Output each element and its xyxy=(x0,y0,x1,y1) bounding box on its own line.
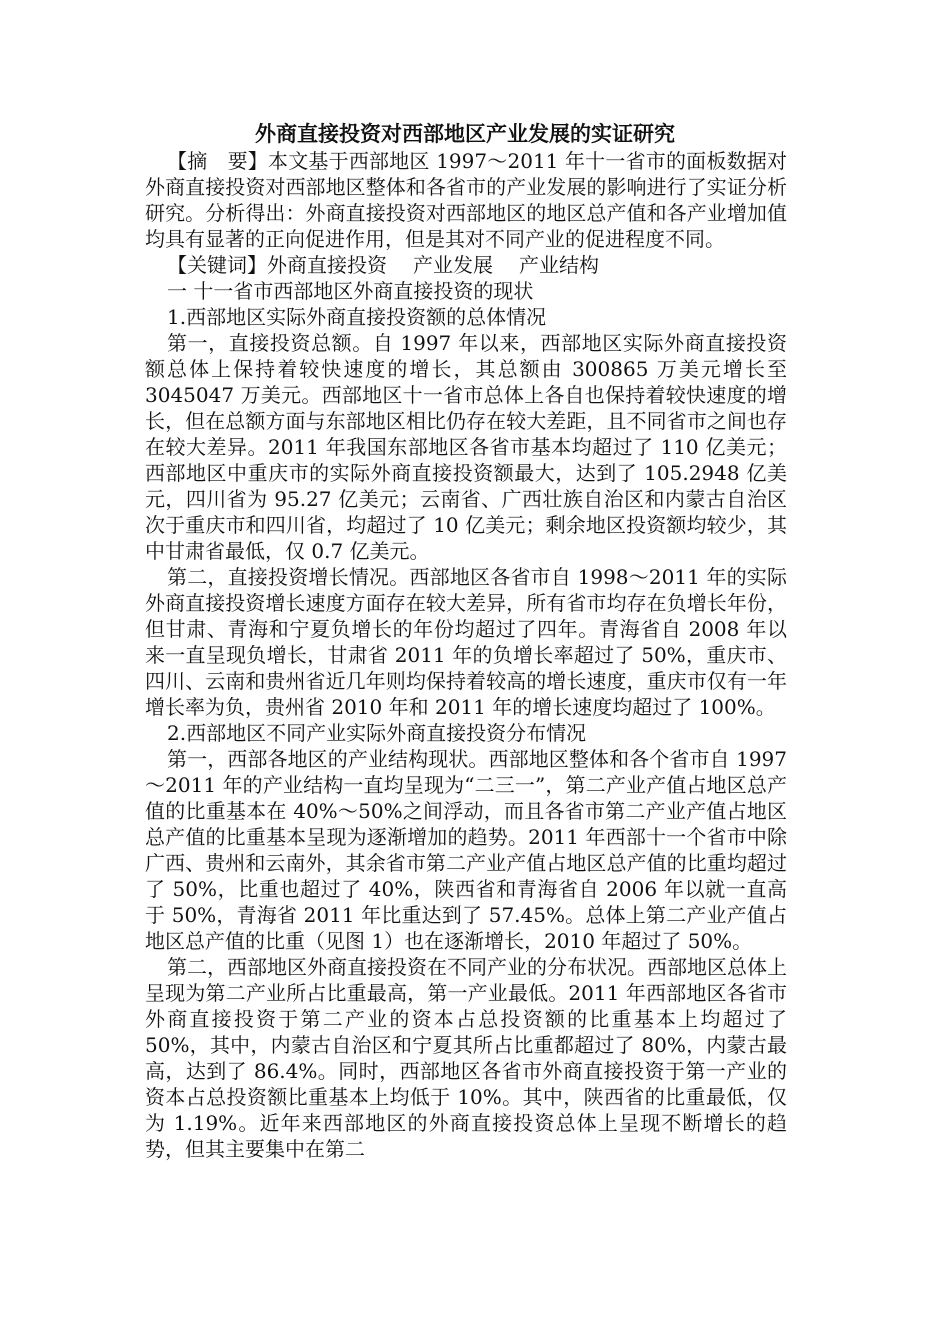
keywords-line xyxy=(145,252,787,278)
subsection-heading: 1.西部地区实际外商直接投资额的总体情况 xyxy=(167,305,547,329)
document-title: 外商直接投资对西部地区产业发展的实证研究 xyxy=(255,122,675,146)
body-paragraph: 第二，直接投资增长情况。西部地区各省市自 1998～2011 年的实际外商直接投资增长速度方面存在较大差异，所有省市均存在负增长年份，但甘肃、青海和宁夏负增长的年份均超过了四年。青海省自 2008 年以来一直呈现负增长，甘肃省 2011 年的负增长率超过了 50%，重庆市、四川、云南和贵州省近几年则均保持着较高的增长速度，重庆市仅有一年增长率为负，贵州省 2010 年和 2011 年的增长速度均超过了 100%。 xyxy=(145,565,787,719)
section-heading: 一 十一省市西部地区外商直接投资的现状 xyxy=(167,279,534,303)
keyword-item: 产业结构 xyxy=(519,253,599,277)
keyword-item: 外商直接投资 xyxy=(267,253,387,277)
body-paragraph: 第一，直接投资总额。自 1997 年以来，西部地区实际外商直接投资额总体上保持着较快速度的增长，其总额由 300865 万美元增长至 3045047 万美元。西部地区十一省市总体上各自也保持着较快速度的增长，但在总额方面与东部地区相比仍存在较大差距，且不同省市之间也存在较大差异。2011 年我国东部地区各省市基本均超过了 110 亿美元；西部地区中重庆市的实际外商直接投资额最大，达到了 105.2948 亿美元，四川省为 95.27 亿美元；云南省、广西壮族自治区和内蒙古自治区次于重庆市和四川省，均超过了 10 亿美元；剩余地区投资额均较少，其中甘肃省最低，仅 0.7 亿美元。 xyxy=(145,331,787,563)
keyword-item: 产业发展 xyxy=(413,253,493,277)
document-page xyxy=(145,120,787,1162)
body-paragraph: 第二，西部地区外商直接投资在不同产业的分布状况。西部地区总体上呈现为第二产业所占比重最高，第一产业最低。2011 年西部地区各省市外商直接投资于第二产业的资本占总投资额的比重基本上均超过了 50%，其中，内蒙古自治区和宁夏其所占比重都超过了 80%，内蒙古最高，达到了 86.4%。同时，西部地区各省市外商直接投资于第一产业的资本占总投资额比重基本上均低于 10%。其中，陕西省的比重最低，仅为 1.19%。近年来西部地区的外商直接投资总体上呈现不断增长的趋势，但其主要集中在第二 xyxy=(145,955,787,1161)
abstract-paragraph: 【摘 要】本文基于西部地区 1997～2011 年十一省市的面板数据对外商直接投资对西部地区整体和各省市的产业发展的影响进行了实证分析研究。分析得出：外商直接投资对西部地区的地区总产值和各产业增加值均具有显著的正向促进作用，但是其对不同产业的促进程度不同。 xyxy=(145,149,787,251)
keywords-label: 【关键词】 xyxy=(167,253,267,277)
subsection-heading: 2.西部地区不同产业实际外商直接投资分布情况 xyxy=(167,721,587,745)
body-paragraph: 第一，西部各地区的产业结构现状。西部地区整体和各个省市自 1997～2011 年的产业结构一直均呈现为“二三一”，第二产业产值占地区总产值的比重基本在 40%～50%之间浮动，而且各省市第二产业产值占地区总产值的比重基本呈现为逐渐增加的趋势。2011 年西部十一个省市中除广西、贵州和云南外，其余省市第二产业产值占地区总产值的比重均超过了 50%，比重也超过了 40%，陕西省和青海省自 2006 年以就一直高于 50%，青海省 2011 年比重达到了 57.45%。总体上第二产业产值占地区总产值的比重（见图 1）也在逐渐增长，2010 年超过了 50%。 xyxy=(145,747,787,953)
